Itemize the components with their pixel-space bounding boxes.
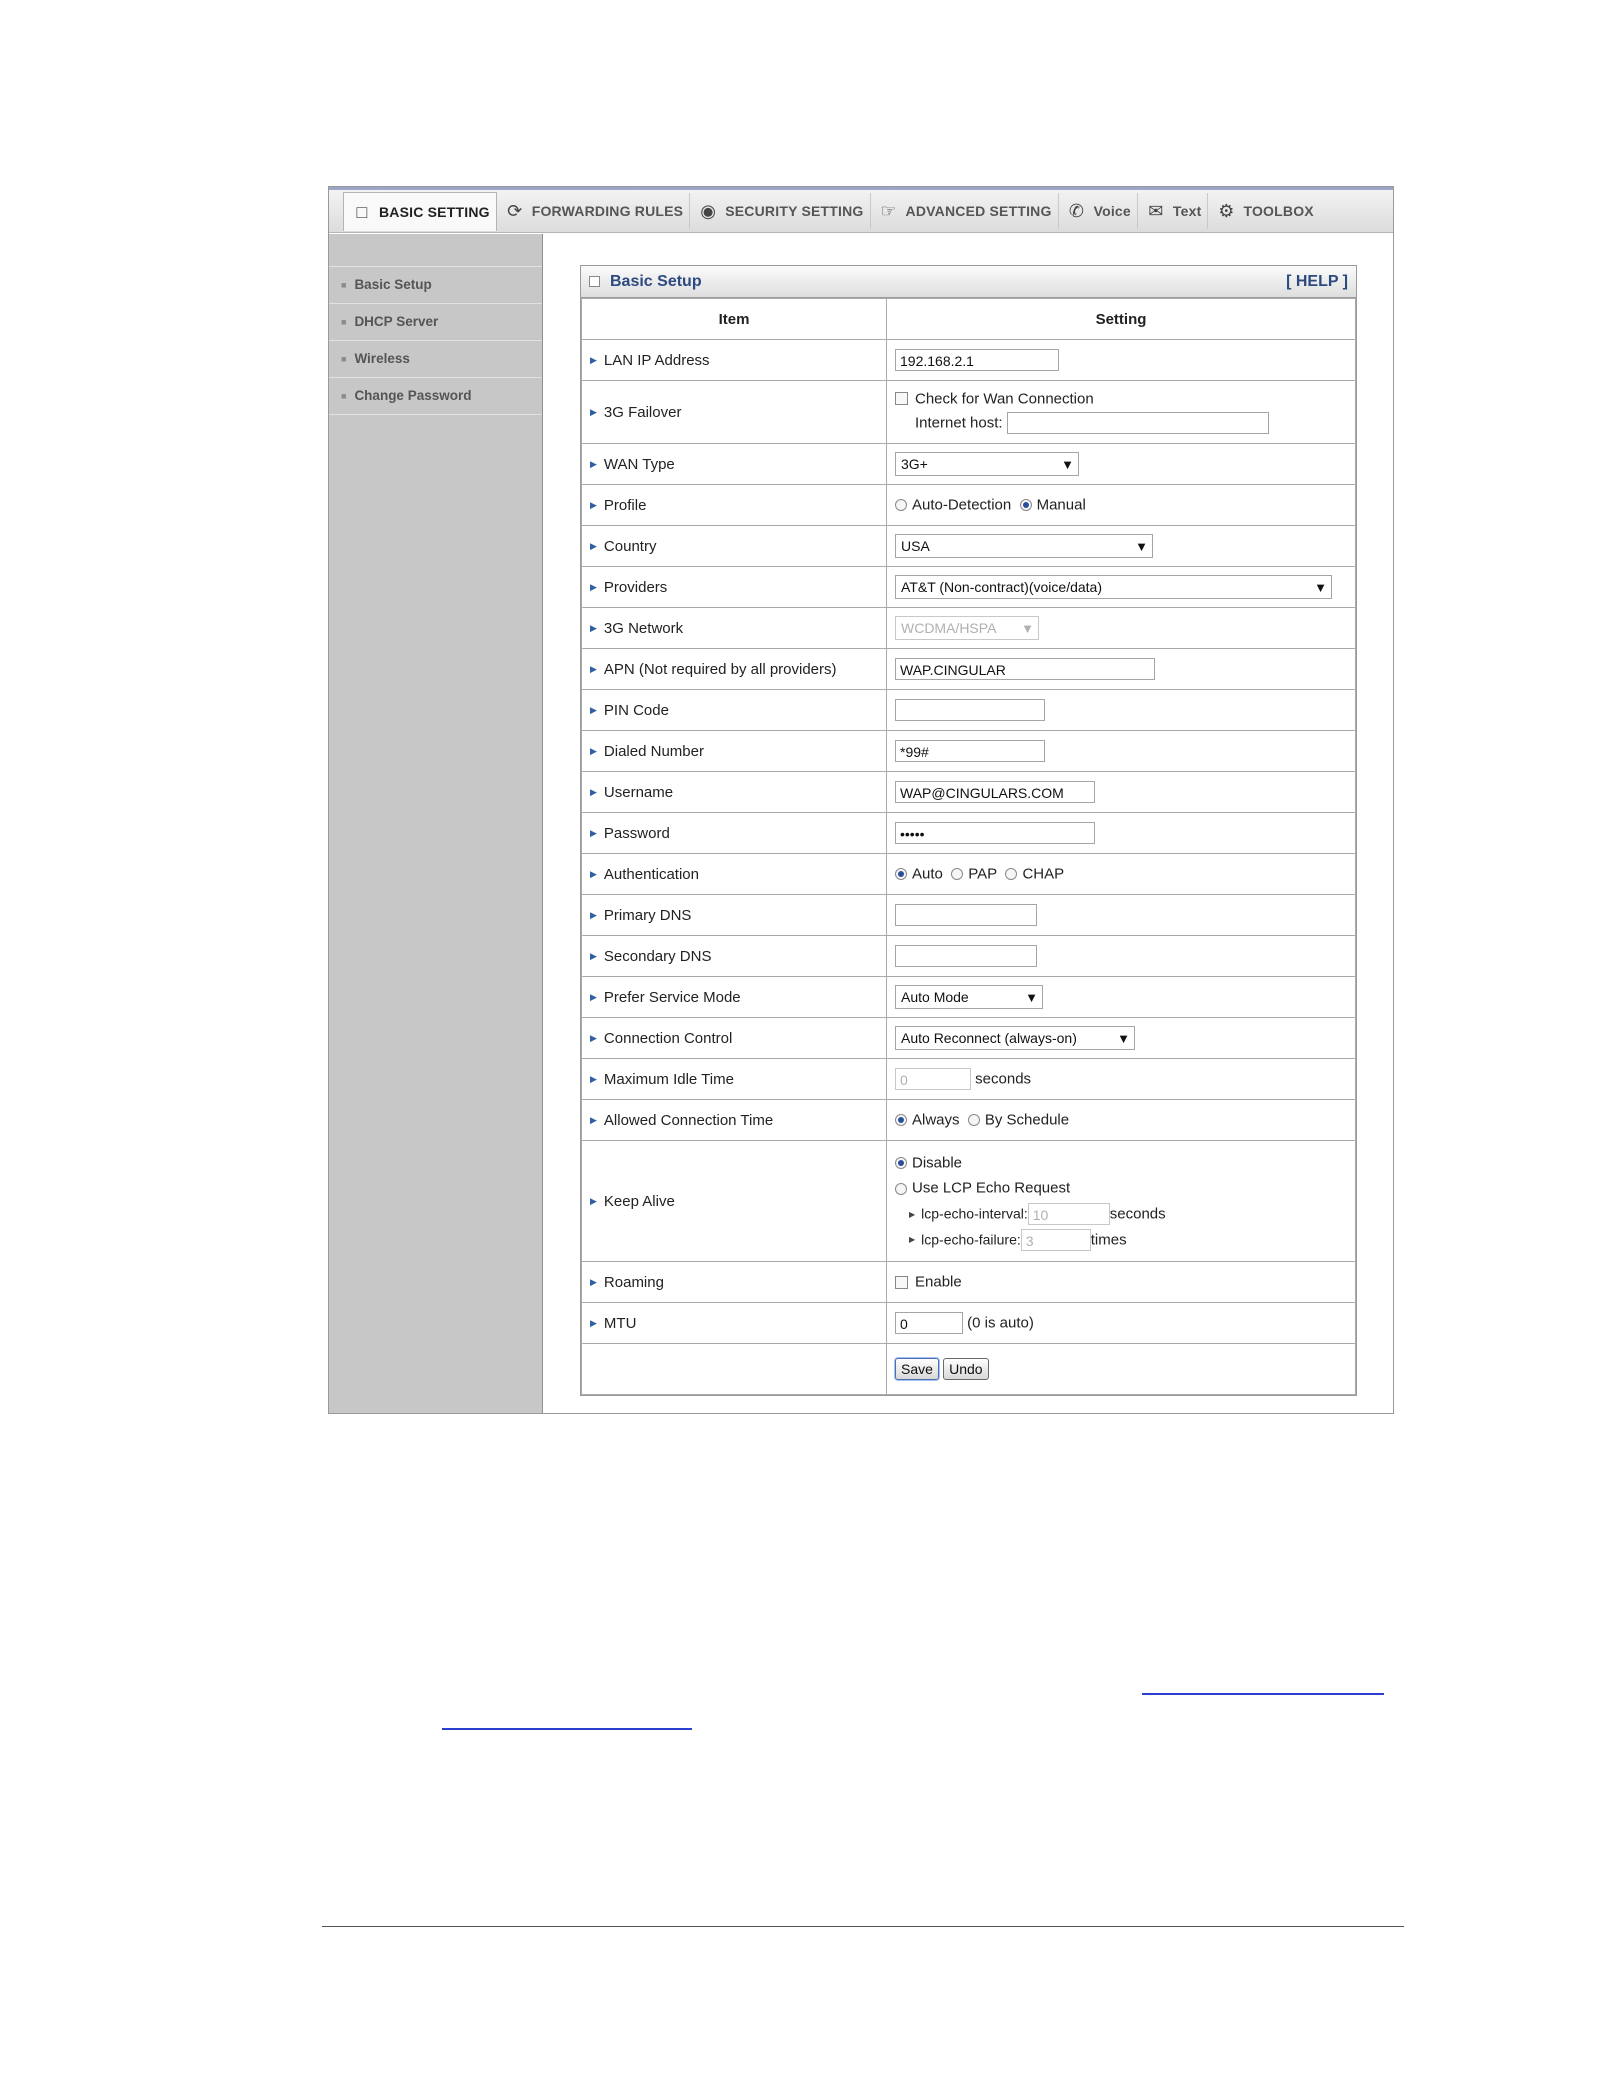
arrow-icon: ▶	[590, 664, 597, 675]
table-row	[582, 772, 1356, 813]
row-setting	[887, 567, 1356, 608]
row-label	[582, 340, 887, 381]
table-row	[582, 895, 1356, 936]
auth-pap-radio[interactable]	[951, 868, 963, 880]
row-label-text: Username	[603, 783, 674, 801]
chevron-down-icon: ▼	[1061, 456, 1074, 472]
document-link-underline[interactable]	[1142, 1693, 1384, 1695]
chevron-down-icon: ▼	[1025, 989, 1038, 1005]
select-value: USA	[901, 538, 930, 554]
table-row	[582, 1141, 1356, 1262]
table-row	[582, 1018, 1356, 1059]
table-row	[582, 1100, 1356, 1141]
tab-label: ADVANCED SETTING	[905, 203, 1052, 219]
arrow-icon: ▶	[590, 355, 597, 366]
panel-header	[581, 266, 1356, 298]
row-setting	[887, 772, 1356, 813]
row-label	[582, 977, 887, 1018]
tab-toolbox[interactable]	[1208, 193, 1319, 229]
arrow-icon: ▶	[590, 1196, 597, 1207]
mtu-note: (0 is auto)	[967, 1314, 1034, 1332]
arrow-icon: ▶	[590, 407, 597, 418]
radio-label: CHAP	[1022, 865, 1065, 883]
arrow-icon: ▶	[590, 705, 597, 716]
forwarding-icon: ⟳	[507, 201, 523, 221]
table-row	[582, 854, 1356, 895]
table-row	[582, 731, 1356, 772]
arrow-icon: ▶	[590, 869, 597, 880]
sidebar-item-label: Wireless	[354, 351, 410, 366]
row-label	[582, 854, 887, 895]
allowed-always-radio[interactable]	[895, 1114, 907, 1126]
sidebar-item-label: Change Password	[354, 388, 472, 403]
radio-label: PAP	[968, 865, 998, 883]
radio-label: Manual	[1036, 496, 1086, 514]
basic-setting-icon: □	[356, 201, 368, 222]
row-label	[582, 1141, 887, 1262]
column-header-setting: Setting	[887, 299, 1356, 340]
radio-label: Use LCP Echo Request	[912, 1180, 1071, 1197]
basic-setup-panel	[580, 265, 1357, 1396]
lcp-failure-unit: times	[1090, 1231, 1127, 1249]
arrow-icon: ▶	[590, 459, 597, 470]
row-label	[582, 936, 887, 977]
table-row	[582, 567, 1356, 608]
profile-auto-radio[interactable]	[895, 499, 907, 511]
service-mode-select[interactable]	[895, 985, 1043, 1009]
row-setting	[887, 1303, 1356, 1344]
row-label-text: Prefer Service Mode	[603, 988, 741, 1006]
tab-label: BASIC SETTING	[379, 203, 490, 220]
row-label	[582, 895, 887, 936]
page-footer-rule	[322, 1926, 1404, 1927]
country-select[interactable]	[895, 534, 1153, 558]
lcp-interval-unit: seconds	[1109, 1205, 1166, 1223]
providers-select[interactable]	[895, 575, 1332, 599]
row-label-text: Secondary DNS	[603, 947, 712, 965]
arrow-icon: ▶	[590, 746, 597, 757]
tab-advanced-setting[interactable]	[871, 193, 1059, 229]
row-label-text: Roaming	[603, 1273, 664, 1291]
apn-input[interactable]: WAP.CINGULAR	[895, 658, 1155, 680]
roaming-checkbox[interactable]	[895, 1276, 908, 1289]
select-value: 3G+	[901, 456, 928, 472]
row-label-text: Allowed Connection Time	[603, 1111, 774, 1129]
router-admin-window	[328, 186, 1394, 1414]
table-row	[582, 381, 1356, 444]
row-setting	[887, 977, 1356, 1018]
table-row	[582, 608, 1356, 649]
row-setting	[887, 1100, 1356, 1141]
arrow-icon: ▶	[590, 910, 597, 921]
lan-ip-input[interactable]: 192.168.2.1	[895, 349, 1059, 371]
lcp-interval-label: lcp-echo-interval:	[921, 1205, 1028, 1222]
row-label-text: Authentication	[603, 865, 699, 883]
row-label	[582, 731, 887, 772]
auth-auto-radio[interactable]	[895, 868, 907, 880]
row-setting	[887, 649, 1356, 690]
row-label-text: Primary DNS	[603, 906, 692, 924]
arrow-icon: ▶	[590, 992, 597, 1003]
secondary-dns-input[interactable]	[895, 945, 1037, 967]
internet-host-label: Internet host:	[915, 414, 1003, 432]
row-label	[582, 444, 887, 485]
row-label	[582, 1100, 887, 1141]
row-setting	[887, 895, 1356, 936]
idle-unit: seconds	[975, 1070, 1032, 1088]
radio-label: By Schedule	[984, 1111, 1070, 1129]
table-row	[582, 340, 1356, 381]
allowed-schedule-radio[interactable]	[968, 1114, 980, 1126]
row-label	[582, 608, 887, 649]
row-setting	[887, 381, 1356, 444]
row-label	[582, 381, 887, 444]
row-label	[582, 772, 887, 813]
chevron-down-icon: ▼	[1021, 620, 1034, 636]
row-setting	[887, 1262, 1356, 1303]
select-value: AT&T (Non-contract)(voice/data)	[901, 579, 1102, 595]
chevron-down-icon: ▼	[1135, 538, 1148, 554]
row-label-text: Country	[603, 537, 657, 555]
table-row	[582, 444, 1356, 485]
table-row	[582, 485, 1356, 526]
keepalive-disable-radio[interactable]	[895, 1157, 907, 1169]
save-button[interactable]: Save	[895, 1358, 939, 1380]
row-label-text: Dialed Number	[603, 742, 704, 760]
row-setting	[887, 444, 1356, 485]
arrow-icon: ▶	[590, 1115, 597, 1126]
mtu-input[interactable]: 0	[895, 1312, 963, 1334]
row-setting	[887, 340, 1356, 381]
table-row	[582, 526, 1356, 567]
row-label	[582, 1059, 887, 1100]
primary-dns-input[interactable]	[895, 904, 1037, 926]
empty-cell	[582, 1344, 887, 1395]
row-setting	[887, 526, 1356, 567]
row-label-text: Keep Alive	[603, 1192, 675, 1210]
row-setting	[887, 1018, 1356, 1059]
tab-label: Voice	[1093, 203, 1131, 219]
table-row	[582, 649, 1356, 690]
arrow-icon: ▶	[590, 828, 597, 839]
row-setting	[887, 485, 1356, 526]
bullet-icon: ■	[341, 391, 347, 402]
row-label-text: Connection Control	[603, 1029, 733, 1047]
row-label-text: 3G Failover	[603, 403, 682, 421]
tab-text[interactable]	[1138, 193, 1209, 229]
failover-checkbox[interactable]	[895, 392, 908, 405]
button-row	[582, 1344, 1356, 1395]
network-select[interactable]	[895, 616, 1039, 640]
row-label-text: Password	[603, 824, 670, 842]
select-value: WCDMA/HSPA	[901, 620, 997, 636]
row-label	[582, 690, 887, 731]
row-label-text: Profile	[603, 496, 647, 514]
table-row	[582, 977, 1356, 1018]
bullet-icon: ■	[341, 280, 347, 291]
column-header-item: Item	[582, 299, 887, 340]
table-header-row	[582, 299, 1356, 340]
arrow-icon: ▶	[909, 1235, 916, 1245]
row-setting	[887, 854, 1356, 895]
password-input[interactable]: •••••	[895, 822, 1095, 844]
radio-label: Auto-Detection	[912, 496, 1012, 514]
row-setting	[887, 608, 1356, 649]
row-label	[582, 813, 887, 854]
row-setting	[887, 813, 1356, 854]
arrow-icon: ▶	[590, 500, 597, 511]
select-value: Auto Mode	[901, 989, 969, 1005]
row-setting	[887, 936, 1356, 977]
chevron-down-icon: ▼	[1314, 579, 1327, 595]
tab-basic-setting[interactable]	[343, 192, 497, 231]
roaming-check-label: Enable	[915, 1273, 962, 1291]
table-row	[582, 1262, 1356, 1303]
undo-button[interactable]: Undo	[943, 1358, 988, 1380]
row-label-text: 3G Network	[603, 619, 684, 637]
arrow-icon: ▶	[590, 951, 597, 962]
failover-check-label: Check for Wan Connection	[915, 390, 1094, 408]
row-setting	[887, 1059, 1356, 1100]
row-label	[582, 649, 887, 690]
button-cell	[887, 1344, 1356, 1395]
arrow-icon: ▶	[590, 1277, 597, 1288]
profile-manual-radio[interactable]	[1020, 499, 1032, 511]
row-label	[582, 485, 887, 526]
auth-chap-radio[interactable]	[1005, 868, 1017, 880]
lcp-failure-label: lcp-echo-failure:	[921, 1231, 1021, 1248]
envelope-icon: ✉	[1148, 201, 1164, 221]
arrow-icon: ▶	[590, 623, 597, 634]
help-link[interactable]: [ HELP ]	[1286, 272, 1348, 290]
tab-forwarding-rules[interactable]	[497, 193, 691, 229]
row-label	[582, 526, 887, 567]
arrow-icon: ▶	[590, 1318, 597, 1329]
table-row	[582, 1059, 1356, 1100]
tab-label: FORWARDING RULES	[531, 203, 684, 219]
tab-security-setting[interactable]	[690, 193, 870, 229]
row-label	[582, 1262, 887, 1303]
select-value: Auto Reconnect (always-on)	[901, 1030, 1077, 1046]
row-label-text: WAN Type	[603, 455, 675, 473]
sidebar	[329, 234, 543, 1413]
table-row	[582, 1303, 1356, 1344]
username-input[interactable]: WAP@CINGULARS.COM	[895, 781, 1095, 803]
settings-table	[581, 298, 1356, 1395]
keepalive-lcp-radio[interactable]	[895, 1183, 907, 1195]
row-label-text: Providers	[603, 578, 668, 596]
advanced-icon: ☞	[880, 201, 897, 221]
toolbox-icon: ⚙	[1218, 201, 1235, 221]
row-label-text: APN (Not required by all providers)	[603, 660, 837, 678]
square-icon	[589, 276, 600, 287]
row-label-text: LAN IP Address	[603, 351, 710, 369]
row-label-text: PIN Code	[603, 701, 669, 719]
dialed-number-input[interactable]: *99#	[895, 740, 1045, 762]
sidebar-item-basic-setup[interactable]	[329, 266, 542, 304]
radio-label: Always	[912, 1111, 960, 1129]
tab-label: Text	[1172, 203, 1202, 219]
table-row	[582, 690, 1356, 731]
phone-icon: ✆	[1068, 201, 1085, 221]
arrow-icon: ▶	[590, 582, 597, 593]
idle-time-input[interactable]: 0	[895, 1068, 971, 1090]
arrow-icon: ▶	[590, 787, 597, 798]
tab-label: TOOLBOX	[1243, 203, 1314, 219]
wan-type-select[interactable]	[895, 452, 1079, 476]
bullet-icon: ■	[341, 317, 347, 328]
row-setting	[887, 731, 1356, 772]
arrow-icon: ▶	[590, 541, 597, 552]
table-row	[582, 936, 1356, 977]
lcp-failure-input[interactable]: 3	[1021, 1229, 1091, 1251]
pin-input[interactable]	[895, 699, 1045, 721]
bullet-icon: ■	[341, 354, 347, 365]
chevron-down-icon: ▼	[1117, 1030, 1130, 1046]
row-setting	[887, 1141, 1356, 1262]
table-row	[582, 813, 1356, 854]
top-tab-bar	[329, 187, 1393, 233]
sidebar-item-wireless[interactable]	[329, 341, 542, 378]
radio-label: Disable	[912, 1154, 963, 1172]
internet-host-input[interactable]	[1007, 412, 1269, 434]
radio-label: Auto	[912, 865, 943, 883]
row-label	[582, 567, 887, 608]
sidebar-item-label: DHCP Server	[354, 314, 439, 329]
row-label	[582, 1018, 887, 1059]
row-label-text: Maximum Idle Time	[603, 1070, 734, 1088]
sidebar-item-change-password[interactable]	[329, 378, 542, 415]
document-link-underline[interactable]	[442, 1728, 692, 1730]
sidebar-item-label: Basic Setup	[354, 277, 432, 292]
sidebar-item-dhcp-server[interactable]	[329, 304, 542, 341]
security-icon: ◉	[700, 201, 717, 221]
tab-label: SECURITY SETTING	[725, 203, 864, 219]
row-label-text: MTU	[603, 1314, 637, 1332]
tab-voice[interactable]	[1059, 193, 1138, 229]
lcp-interval-input[interactable]: 10	[1028, 1203, 1110, 1225]
arrow-icon: ▶	[909, 1209, 916, 1219]
panel-title: Basic Setup	[610, 272, 702, 290]
connection-control-select[interactable]	[895, 1026, 1135, 1050]
row-setting	[887, 690, 1356, 731]
arrow-icon: ▶	[590, 1074, 597, 1085]
arrow-icon: ▶	[590, 1033, 597, 1044]
row-label	[582, 1303, 887, 1344]
